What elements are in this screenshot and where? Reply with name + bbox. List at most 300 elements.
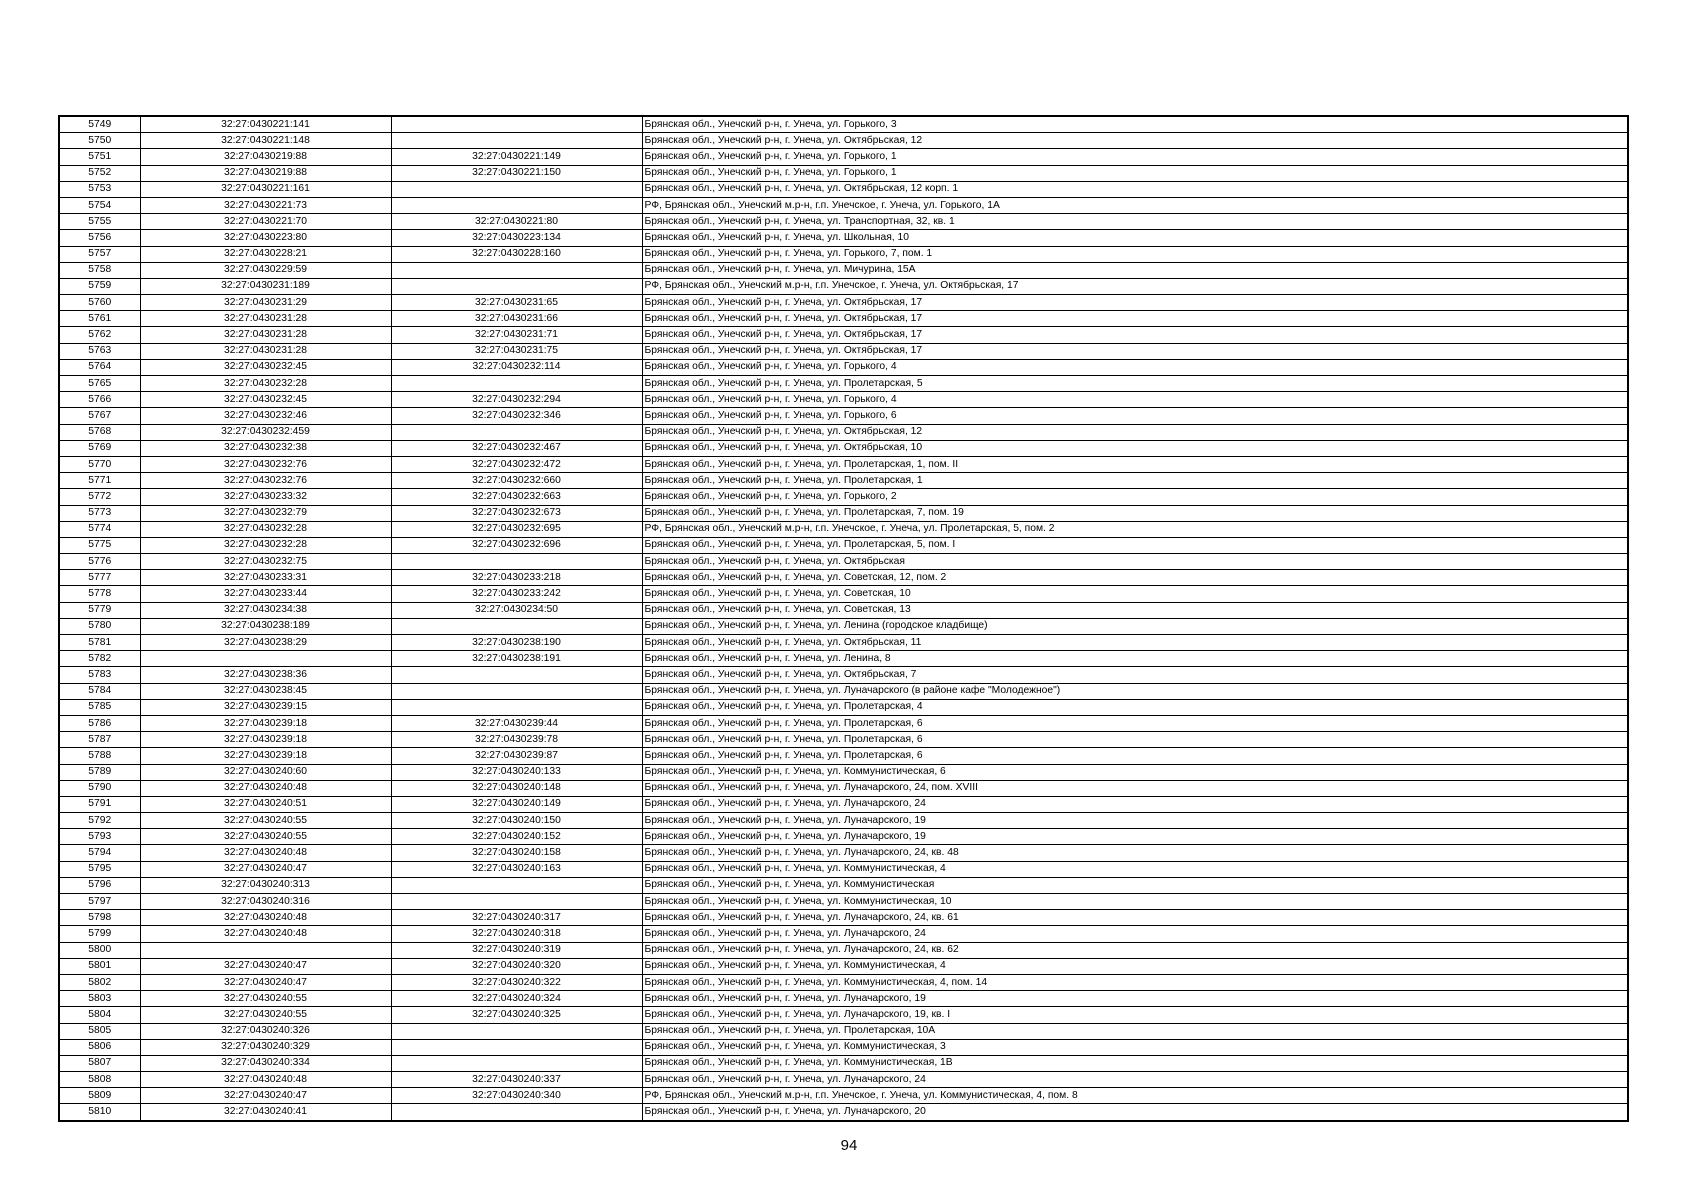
table-row: [59, 230, 1628, 246]
table-row: [59, 440, 1628, 456]
object-cadastral-number-cell: [391, 554, 642, 570]
land-cadastral-number-cell: 32:27:0430221:70: [140, 214, 391, 230]
address-cell: Брянская обл., Унечский р-н, г. Унеча, ул. Пролетарская, 1: [642, 473, 1628, 489]
address-cell: Брянская обл., Унечский р-н, г. Унеча, ул. Пролетарская, 7, пом. 19: [642, 505, 1628, 521]
object-cadastral-number-cell: [391, 1055, 642, 1071]
table-row: [59, 278, 1628, 294]
address-cell: Брянская обл., Унечский р-н, г. Унеча, ул. Школьная, 10: [642, 230, 1628, 246]
table-row: [59, 246, 1628, 262]
row-number-cell: 5801: [59, 958, 140, 974]
land-cadastral-number-cell: 32:27:0430219:88: [140, 149, 391, 165]
address-cell: Брянская обл., Унечский р-н, г. Унеча, ул. Луначарского, 19: [642, 829, 1628, 845]
land-cadastral-number-cell: 32:27:0430231:29: [140, 295, 391, 311]
object-cadastral-number-cell: [391, 1039, 642, 1055]
object-cadastral-number-cell: 32:27:0430231:65: [391, 295, 642, 311]
registry-table: [58, 115, 1629, 1122]
table-row: [59, 165, 1628, 181]
land-cadastral-number-cell: 32:27:0430240:329: [140, 1039, 391, 1055]
address-cell: РФ, Брянская обл., Унечский м.р-н, г.п. Унечское, г. Унеча, ул. Пролетарская, 5, пом. 2: [642, 521, 1628, 537]
land-cadastral-number-cell: 32:27:0430240:326: [140, 1023, 391, 1039]
land-cadastral-number-cell: 32:27:0430240:60: [140, 764, 391, 780]
object-cadastral-number-cell: 32:27:0430234:50: [391, 602, 642, 618]
object-cadastral-number-cell: [391, 618, 642, 634]
land-cadastral-number-cell: 32:27:0430232:28: [140, 376, 391, 392]
table-row: [59, 489, 1628, 505]
address-cell: Брянская обл., Унечский р-н, г. Унеча, ул. Луначарского (в районе кафе "Молодежное"): [642, 683, 1628, 699]
address-cell: Брянская обл., Унечский р-н, г. Унеча, ул. Горького, 3: [642, 116, 1628, 133]
table-row: [59, 408, 1628, 424]
object-cadastral-number-cell: 32:27:0430231:71: [391, 327, 642, 343]
table-row: [59, 877, 1628, 893]
row-number-cell: 5784: [59, 683, 140, 699]
land-cadastral-number-cell: 32:27:0430240:55: [140, 991, 391, 1007]
land-cadastral-number-cell: 32:27:0430232:79: [140, 505, 391, 521]
object-cadastral-number-cell: [391, 877, 642, 893]
address-cell: Брянская обл., Унечский р-н, г. Унеча, ул. Горького, 6: [642, 408, 1628, 424]
land-cadastral-number-cell: 32:27:0430232:76: [140, 456, 391, 472]
land-cadastral-number-cell: 32:27:0430240:47: [140, 861, 391, 877]
row-number-cell: 5798: [59, 910, 140, 926]
land-cadastral-number-cell: 32:27:0430233:31: [140, 570, 391, 586]
land-cadastral-number-cell: 32:27:0430229:59: [140, 262, 391, 278]
object-cadastral-number-cell: [391, 262, 642, 278]
object-cadastral-number-cell: 32:27:0430231:75: [391, 343, 642, 359]
object-cadastral-number-cell: 32:27:0430223:134: [391, 230, 642, 246]
land-cadastral-number-cell: 32:27:0430240:41: [140, 1104, 391, 1121]
address-cell: РФ, Брянская обл., Унечский м.р-н, г.п. Унечское, г. Унеча, ул. Коммунистическая, 4, пом. 8: [642, 1088, 1628, 1104]
table-row: [59, 1072, 1628, 1088]
land-cadastral-number-cell: 32:27:0430234:38: [140, 602, 391, 618]
address-cell: Брянская обл., Унечский р-н, г. Унеча, ул. Ленина (городское кладбище): [642, 618, 1628, 634]
land-cadastral-number-cell: 32:27:0430232:75: [140, 554, 391, 570]
table-row: [59, 748, 1628, 764]
row-number-cell: 5777: [59, 570, 140, 586]
land-cadastral-number-cell: 32:27:0430232:45: [140, 392, 391, 408]
land-cadastral-number-cell: 32:27:0430221:73: [140, 197, 391, 213]
row-number-cell: 5803: [59, 991, 140, 1007]
row-number-cell: 5779: [59, 602, 140, 618]
table-row: [59, 311, 1628, 327]
address-cell: Брянская обл., Унечский р-н, г. Унеча, ул. Транспортная, 32, кв. 1: [642, 214, 1628, 230]
object-cadastral-number-cell: 32:27:0430240:325: [391, 1007, 642, 1023]
table-row: [59, 1023, 1628, 1039]
object-cadastral-number-cell: 32:27:0430240:133: [391, 764, 642, 780]
table-row: [59, 1055, 1628, 1071]
row-number-cell: 5791: [59, 796, 140, 812]
row-number-cell: 5787: [59, 732, 140, 748]
object-cadastral-number-cell: 32:27:0430240:337: [391, 1072, 642, 1088]
address-cell: Брянская обл., Унечский р-н, г. Унеча, ул. Луначарского, 19: [642, 991, 1628, 1007]
row-number-cell: 5752: [59, 165, 140, 181]
object-cadastral-number-cell: 32:27:0430232:472: [391, 456, 642, 472]
row-number-cell: 5793: [59, 829, 140, 845]
table-row: [59, 133, 1628, 149]
row-number-cell: 5785: [59, 699, 140, 715]
row-number-cell: 5756: [59, 230, 140, 246]
object-cadastral-number-cell: 32:27:0430240:319: [391, 942, 642, 958]
address-cell: Брянская обл., Унечский р-н, г. Унеча, ул. Коммунистическая, 6: [642, 764, 1628, 780]
object-cadastral-number-cell: 32:27:0430233:218: [391, 570, 642, 586]
object-cadastral-number-cell: [391, 683, 642, 699]
address-cell: Брянская обл., Унечский р-н, г. Унеча, ул. Пролетарская, 5: [642, 376, 1628, 392]
table-row: [59, 505, 1628, 521]
land-cadastral-number-cell: 32:27:0430240:48: [140, 926, 391, 942]
address-cell: Брянская обл., Унечский р-н, г. Унеча, ул. Луначарского, 24, пом. XVIII: [642, 780, 1628, 796]
land-cadastral-number-cell: [140, 651, 391, 667]
table-row: [59, 424, 1628, 440]
object-cadastral-number-cell: 32:27:0430240:152: [391, 829, 642, 845]
address-cell: Брянская обл., Унечский р-н, г. Унеча, ул. Луначарского, 19: [642, 813, 1628, 829]
address-cell: Брянская обл., Унечский р-н, г. Унеча, ул. Луначарского, 19, кв. I: [642, 1007, 1628, 1023]
object-cadastral-number-cell: [391, 197, 642, 213]
row-number-cell: 5765: [59, 376, 140, 392]
land-cadastral-number-cell: 32:27:0430240:51: [140, 796, 391, 812]
row-number-cell: 5758: [59, 262, 140, 278]
table-row: [59, 181, 1628, 197]
address-cell: Брянская обл., Унечский р-н, г. Унеча, ул. Горького, 1: [642, 149, 1628, 165]
object-cadastral-number-cell: 32:27:0430231:66: [391, 311, 642, 327]
table-row: [59, 602, 1628, 618]
address-cell: Брянская обл., Унечский р-н, г. Унеча, ул. Октябрьская, 12: [642, 424, 1628, 440]
land-cadastral-number-cell: 32:27:0430221:148: [140, 133, 391, 149]
address-cell: Брянская обл., Унечский р-н, г. Унеча, ул. Октябрьская, 17: [642, 327, 1628, 343]
land-cadastral-number-cell: 32:27:0430240:48: [140, 780, 391, 796]
address-cell: Брянская обл., Унечский р-н, г. Унеча, ул. Октябрьская, 12: [642, 133, 1628, 149]
land-cadastral-number-cell: 32:27:0430239:18: [140, 748, 391, 764]
row-number-cell: 5799: [59, 926, 140, 942]
address-cell: Брянская обл., Унечский р-н, г. Унеча, ул. Октябрьская, 17: [642, 311, 1628, 327]
object-cadastral-number-cell: 32:27:0430221:150: [391, 165, 642, 181]
object-cadastral-number-cell: 32:27:0430232:467: [391, 440, 642, 456]
object-cadastral-number-cell: [391, 894, 642, 910]
table-row: [59, 845, 1628, 861]
address-cell: Брянская обл., Унечский р-н, г. Унеча, ул. Горького, 4: [642, 359, 1628, 375]
row-number-cell: 5783: [59, 667, 140, 683]
address-cell: Брянская обл., Унечский р-н, г. Унеча, ул. Ленина, 8: [642, 651, 1628, 667]
row-number-cell: 5810: [59, 1104, 140, 1121]
table-row: [59, 894, 1628, 910]
object-cadastral-number-cell: 32:27:0430240:158: [391, 845, 642, 861]
address-cell: Брянская обл., Унечский р-н, г. Унеча, ул. Горького, 2: [642, 489, 1628, 505]
table-row: [59, 376, 1628, 392]
object-cadastral-number-cell: [391, 1023, 642, 1039]
table-row: [59, 974, 1628, 990]
object-cadastral-number-cell: 32:27:0430240:317: [391, 910, 642, 926]
table-row: [59, 586, 1628, 602]
row-number-cell: 5760: [59, 295, 140, 311]
land-cadastral-number-cell: 32:27:0430221:141: [140, 116, 391, 133]
address-cell: Брянская обл., Унечский р-н, г. Унеча, ул. Луначарского, 24, кв. 62: [642, 942, 1628, 958]
row-number-cell: 5754: [59, 197, 140, 213]
table-row: [59, 1088, 1628, 1104]
table-row: [59, 942, 1628, 958]
address-cell: Брянская обл., Унечский р-н, г. Унеча, ул. Пролетарская, 10А: [642, 1023, 1628, 1039]
row-number-cell: 5806: [59, 1039, 140, 1055]
row-number-cell: 5763: [59, 343, 140, 359]
table-row: [59, 327, 1628, 343]
object-cadastral-number-cell: 32:27:0430240:340: [391, 1088, 642, 1104]
object-cadastral-number-cell: 32:27:0430240:163: [391, 861, 642, 877]
table-row: [59, 651, 1628, 667]
address-cell: Брянская обл., Унечский р-н, г. Унеча, ул. Октябрьская, 7: [642, 667, 1628, 683]
land-cadastral-number-cell: 32:27:0430240:47: [140, 1088, 391, 1104]
table-row: [59, 732, 1628, 748]
land-cadastral-number-cell: 32:27:0430238:189: [140, 618, 391, 634]
address-cell: Брянская обл., Унечский р-н, г. Унеча, ул. Октябрьская, 11: [642, 635, 1628, 651]
land-cadastral-number-cell: 32:27:0430231:28: [140, 343, 391, 359]
address-cell: РФ, Брянская обл., Унечский м.р-н, г.п. Унечское, г. Унеча, ул. Октябрьская, 17: [642, 278, 1628, 294]
land-cadastral-number-cell: 32:27:0430232:45: [140, 359, 391, 375]
table-row: [59, 1104, 1628, 1121]
table-row: [59, 861, 1628, 877]
table-row: [59, 214, 1628, 230]
object-cadastral-number-cell: [391, 699, 642, 715]
object-cadastral-number-cell: 32:27:0430232:673: [391, 505, 642, 521]
row-number-cell: 5808: [59, 1072, 140, 1088]
object-cadastral-number-cell: 32:27:0430233:242: [391, 586, 642, 602]
table-row: [59, 473, 1628, 489]
object-cadastral-number-cell: 32:27:0430240:150: [391, 813, 642, 829]
address-cell: Брянская обл., Унечский р-н, г. Унеча, ул. Советская, 12, пом. 2: [642, 570, 1628, 586]
land-cadastral-number-cell: 32:27:0430221:161: [140, 181, 391, 197]
row-number-cell: 5766: [59, 392, 140, 408]
row-number-cell: 5809: [59, 1088, 140, 1104]
land-cadastral-number-cell: 32:27:0430231:189: [140, 278, 391, 294]
object-cadastral-number-cell: 32:27:0430221:80: [391, 214, 642, 230]
table-row: [59, 392, 1628, 408]
land-cadastral-number-cell: 32:27:0430232:38: [140, 440, 391, 456]
object-cadastral-number-cell: 32:27:0430240:322: [391, 974, 642, 990]
table-row: [59, 796, 1628, 812]
address-cell: Брянская обл., Унечский р-н, г. Унеча, ул. Советская, 10: [642, 586, 1628, 602]
object-cadastral-number-cell: [391, 667, 642, 683]
address-cell: Брянская обл., Унечский р-н, г. Унеча, ул. Мичурина, 15А: [642, 262, 1628, 278]
row-number-cell: 5768: [59, 424, 140, 440]
land-cadastral-number-cell: 32:27:0430240:47: [140, 958, 391, 974]
row-number-cell: 5795: [59, 861, 140, 877]
table-row: [59, 683, 1628, 699]
object-cadastral-number-cell: 32:27:0430240:318: [391, 926, 642, 942]
object-cadastral-number-cell: [391, 116, 642, 133]
row-number-cell: 5788: [59, 748, 140, 764]
row-number-cell: 5762: [59, 327, 140, 343]
table-row: [59, 554, 1628, 570]
table-row: [59, 829, 1628, 845]
address-cell: Брянская обл., Унечский р-н, г. Унеча, ул. Пролетарская, 5, пом. I: [642, 537, 1628, 553]
land-cadastral-number-cell: 32:27:0430232:46: [140, 408, 391, 424]
object-cadastral-number-cell: 32:27:0430228:160: [391, 246, 642, 262]
table-row: [59, 570, 1628, 586]
address-cell: Брянская обл., Унечский р-н, г. Унеча, ул. Коммунистическая: [642, 877, 1628, 893]
address-cell: Брянская обл., Унечский р-н, г. Унеча, ул. Советская, 13: [642, 602, 1628, 618]
row-number-cell: 5778: [59, 586, 140, 602]
row-number-cell: 5789: [59, 764, 140, 780]
land-cadastral-number-cell: 32:27:0430231:28: [140, 327, 391, 343]
object-cadastral-number-cell: 32:27:0430232:695: [391, 521, 642, 537]
table-row: [59, 813, 1628, 829]
land-cadastral-number-cell: 32:27:0430232:28: [140, 521, 391, 537]
address-cell: Брянская обл., Унечский р-н, г. Унеча, ул. Октябрьская, 12 корп. 1: [642, 181, 1628, 197]
land-cadastral-number-cell: 32:27:0430240:55: [140, 1007, 391, 1023]
object-cadastral-number-cell: 32:27:0430238:191: [391, 651, 642, 667]
row-number-cell: 5759: [59, 278, 140, 294]
row-number-cell: 5761: [59, 311, 140, 327]
object-cadastral-number-cell: [391, 424, 642, 440]
row-number-cell: 5794: [59, 845, 140, 861]
address-cell: РФ, Брянская обл., Унечский м.р-н, г.п. Унечское, г. Унеча, ул. Горького, 1А: [642, 197, 1628, 213]
object-cadastral-number-cell: 32:27:0430232:114: [391, 359, 642, 375]
object-cadastral-number-cell: 32:27:0430239:78: [391, 732, 642, 748]
land-cadastral-number-cell: 32:27:0430232:76: [140, 473, 391, 489]
table-row: [59, 1039, 1628, 1055]
table-row: [59, 343, 1628, 359]
table-row: [59, 537, 1628, 553]
object-cadastral-number-cell: [391, 278, 642, 294]
land-cadastral-number-cell: 32:27:0430239:18: [140, 732, 391, 748]
land-cadastral-number-cell: 32:27:0430239:18: [140, 715, 391, 731]
table-row: [59, 635, 1628, 651]
address-cell: Брянская обл., Унечский р-н, г. Унеча, ул. Пролетарская, 6: [642, 715, 1628, 731]
land-cadastral-number-cell: 32:27:0430240:55: [140, 813, 391, 829]
object-cadastral-number-cell: 32:27:0430232:660: [391, 473, 642, 489]
row-number-cell: 5773: [59, 505, 140, 521]
land-cadastral-number-cell: 32:27:0430240:48: [140, 1072, 391, 1088]
land-cadastral-number-cell: 32:27:0430238:36: [140, 667, 391, 683]
table-row: [59, 197, 1628, 213]
object-cadastral-number-cell: 32:27:0430232:663: [391, 489, 642, 505]
table-row: [59, 521, 1628, 537]
row-number-cell: 5749: [59, 116, 140, 133]
row-number-cell: 5767: [59, 408, 140, 424]
address-cell: Брянская обл., Унечский р-н, г. Унеча, ул. Луначарского, 24: [642, 796, 1628, 812]
object-cadastral-number-cell: 32:27:0430232:346: [391, 408, 642, 424]
row-number-cell: 5771: [59, 473, 140, 489]
row-number-cell: 5751: [59, 149, 140, 165]
address-cell: Брянская обл., Унечский р-н, г. Унеча, ул. Коммунистическая, 4: [642, 861, 1628, 877]
address-cell: Брянская обл., Унечский р-н, г. Унеча, ул. Октябрьская: [642, 554, 1628, 570]
address-cell: Брянская обл., Унечский р-н, г. Унеча, ул. Луначарского, 24: [642, 1072, 1628, 1088]
land-cadastral-number-cell: 32:27:0430240:48: [140, 910, 391, 926]
land-cadastral-number-cell: [140, 942, 391, 958]
row-number-cell: 5774: [59, 521, 140, 537]
object-cadastral-number-cell: 32:27:0430221:149: [391, 149, 642, 165]
row-number-cell: 5775: [59, 537, 140, 553]
address-cell: Брянская обл., Унечский р-н, г. Унеча, ул. Горького, 7, пом. 1: [642, 246, 1628, 262]
address-cell: Брянская обл., Унечский р-н, г. Унеча, ул. Коммунистическая, 4, пом. 14: [642, 974, 1628, 990]
object-cadastral-number-cell: 32:27:0430240:324: [391, 991, 642, 1007]
land-cadastral-number-cell: 32:27:0430240:316: [140, 894, 391, 910]
land-cadastral-number-cell: 32:27:0430228:21: [140, 246, 391, 262]
table-row: [59, 958, 1628, 974]
address-cell: Брянская обл., Унечский р-н, г. Унеча, ул. Коммунистическая, 1В: [642, 1055, 1628, 1071]
table-row: [59, 116, 1628, 133]
table-row: [59, 780, 1628, 796]
table-row: [59, 926, 1628, 942]
row-number-cell: 5796: [59, 877, 140, 893]
row-number-cell: 5805: [59, 1023, 140, 1039]
address-cell: Брянская обл., Унечский р-н, г. Унеча, ул. Коммунистическая, 3: [642, 1039, 1628, 1055]
address-cell: Брянская обл., Унечский р-н, г. Унеча, ул. Коммунистическая, 4: [642, 958, 1628, 974]
land-cadastral-number-cell: 32:27:0430233:44: [140, 586, 391, 602]
object-cadastral-number-cell: 32:27:0430238:190: [391, 635, 642, 651]
land-cadastral-number-cell: 32:27:0430240:55: [140, 829, 391, 845]
row-number-cell: 5772: [59, 489, 140, 505]
address-cell: Брянская обл., Унечский р-н, г. Унеча, ул. Горького, 1: [642, 165, 1628, 181]
object-cadastral-number-cell: [391, 376, 642, 392]
land-cadastral-number-cell: 32:27:0430232:459: [140, 424, 391, 440]
object-cadastral-number-cell: [391, 181, 642, 197]
table-row: [59, 699, 1628, 715]
land-cadastral-number-cell: 32:27:0430240:334: [140, 1055, 391, 1071]
address-cell: Брянская обл., Унечский р-н, г. Унеча, ул. Октябрьская, 17: [642, 295, 1628, 311]
land-cadastral-number-cell: 32:27:0430240:48: [140, 845, 391, 861]
address-cell: Брянская обл., Унечский р-н, г. Унеча, ул. Октябрьская, 17: [642, 343, 1628, 359]
land-cadastral-number-cell: 32:27:0430233:32: [140, 489, 391, 505]
object-cadastral-number-cell: 32:27:0430232:696: [391, 537, 642, 553]
row-number-cell: 5757: [59, 246, 140, 262]
table-row: [59, 764, 1628, 780]
object-cadastral-number-cell: 32:27:0430232:294: [391, 392, 642, 408]
address-cell: Брянская обл., Унечский р-н, г. Унеча, ул. Пролетарская, 6: [642, 748, 1628, 764]
table-row: [59, 456, 1628, 472]
object-cadastral-number-cell: 32:27:0430240:149: [391, 796, 642, 812]
row-number-cell: 5800: [59, 942, 140, 958]
row-number-cell: 5781: [59, 635, 140, 651]
table-row: [59, 1007, 1628, 1023]
row-number-cell: 5807: [59, 1055, 140, 1071]
row-number-cell: 5776: [59, 554, 140, 570]
address-cell: Брянская обл., Унечский р-н, г. Унеча, ул. Луначарского, 24, кв. 61: [642, 910, 1628, 926]
address-cell: Брянская обл., Унечский р-н, г. Унеча, ул. Пролетарская, 1, пом. II: [642, 456, 1628, 472]
address-cell: Брянская обл., Унечский р-н, г. Унеча, ул. Луначарского, 24: [642, 926, 1628, 942]
table-row: [59, 262, 1628, 278]
land-cadastral-number-cell: 32:27:0430239:15: [140, 699, 391, 715]
land-cadastral-number-cell: 32:27:0430240:313: [140, 877, 391, 893]
object-cadastral-number-cell: 32:27:0430239:87: [391, 748, 642, 764]
row-number-cell: 5804: [59, 1007, 140, 1023]
address-cell: Брянская обл., Унечский р-н, г. Унеча, ул. Луначарского, 24, кв. 48: [642, 845, 1628, 861]
object-cadastral-number-cell: [391, 133, 642, 149]
table-row: [59, 667, 1628, 683]
address-cell: Брянская обл., Унечский р-н, г. Унеча, ул. Пролетарская, 6: [642, 732, 1628, 748]
table-row: [59, 910, 1628, 926]
row-number-cell: 5802: [59, 974, 140, 990]
object-cadastral-number-cell: 32:27:0430240:148: [391, 780, 642, 796]
land-cadastral-number-cell: 32:27:0430240:47: [140, 974, 391, 990]
row-number-cell: 5755: [59, 214, 140, 230]
object-cadastral-number-cell: 32:27:0430240:320: [391, 958, 642, 974]
table-row: [59, 991, 1628, 1007]
table-row: [59, 149, 1628, 165]
address-cell: Брянская обл., Унечский р-н, г. Унеча, ул. Коммунистическая, 10: [642, 894, 1628, 910]
land-cadastral-number-cell: 32:27:0430219:88: [140, 165, 391, 181]
land-cadastral-number-cell: 32:27:0430238:29: [140, 635, 391, 651]
row-number-cell: 5764: [59, 359, 140, 375]
row-number-cell: 5790: [59, 780, 140, 796]
object-cadastral-number-cell: [391, 1104, 642, 1121]
table-row: [59, 618, 1628, 634]
registry-table-body: [59, 116, 1628, 1121]
land-cadastral-number-cell: 32:27:0430231:28: [140, 311, 391, 327]
row-number-cell: 5782: [59, 651, 140, 667]
object-cadastral-number-cell: 32:27:0430239:44: [391, 715, 642, 731]
row-number-cell: 5780: [59, 618, 140, 634]
row-number-cell: 5786: [59, 715, 140, 731]
land-cadastral-number-cell: 32:27:0430223:80: [140, 230, 391, 246]
page-number: 94: [840, 1137, 858, 1154]
row-number-cell: 5750: [59, 133, 140, 149]
row-number-cell: 5769: [59, 440, 140, 456]
